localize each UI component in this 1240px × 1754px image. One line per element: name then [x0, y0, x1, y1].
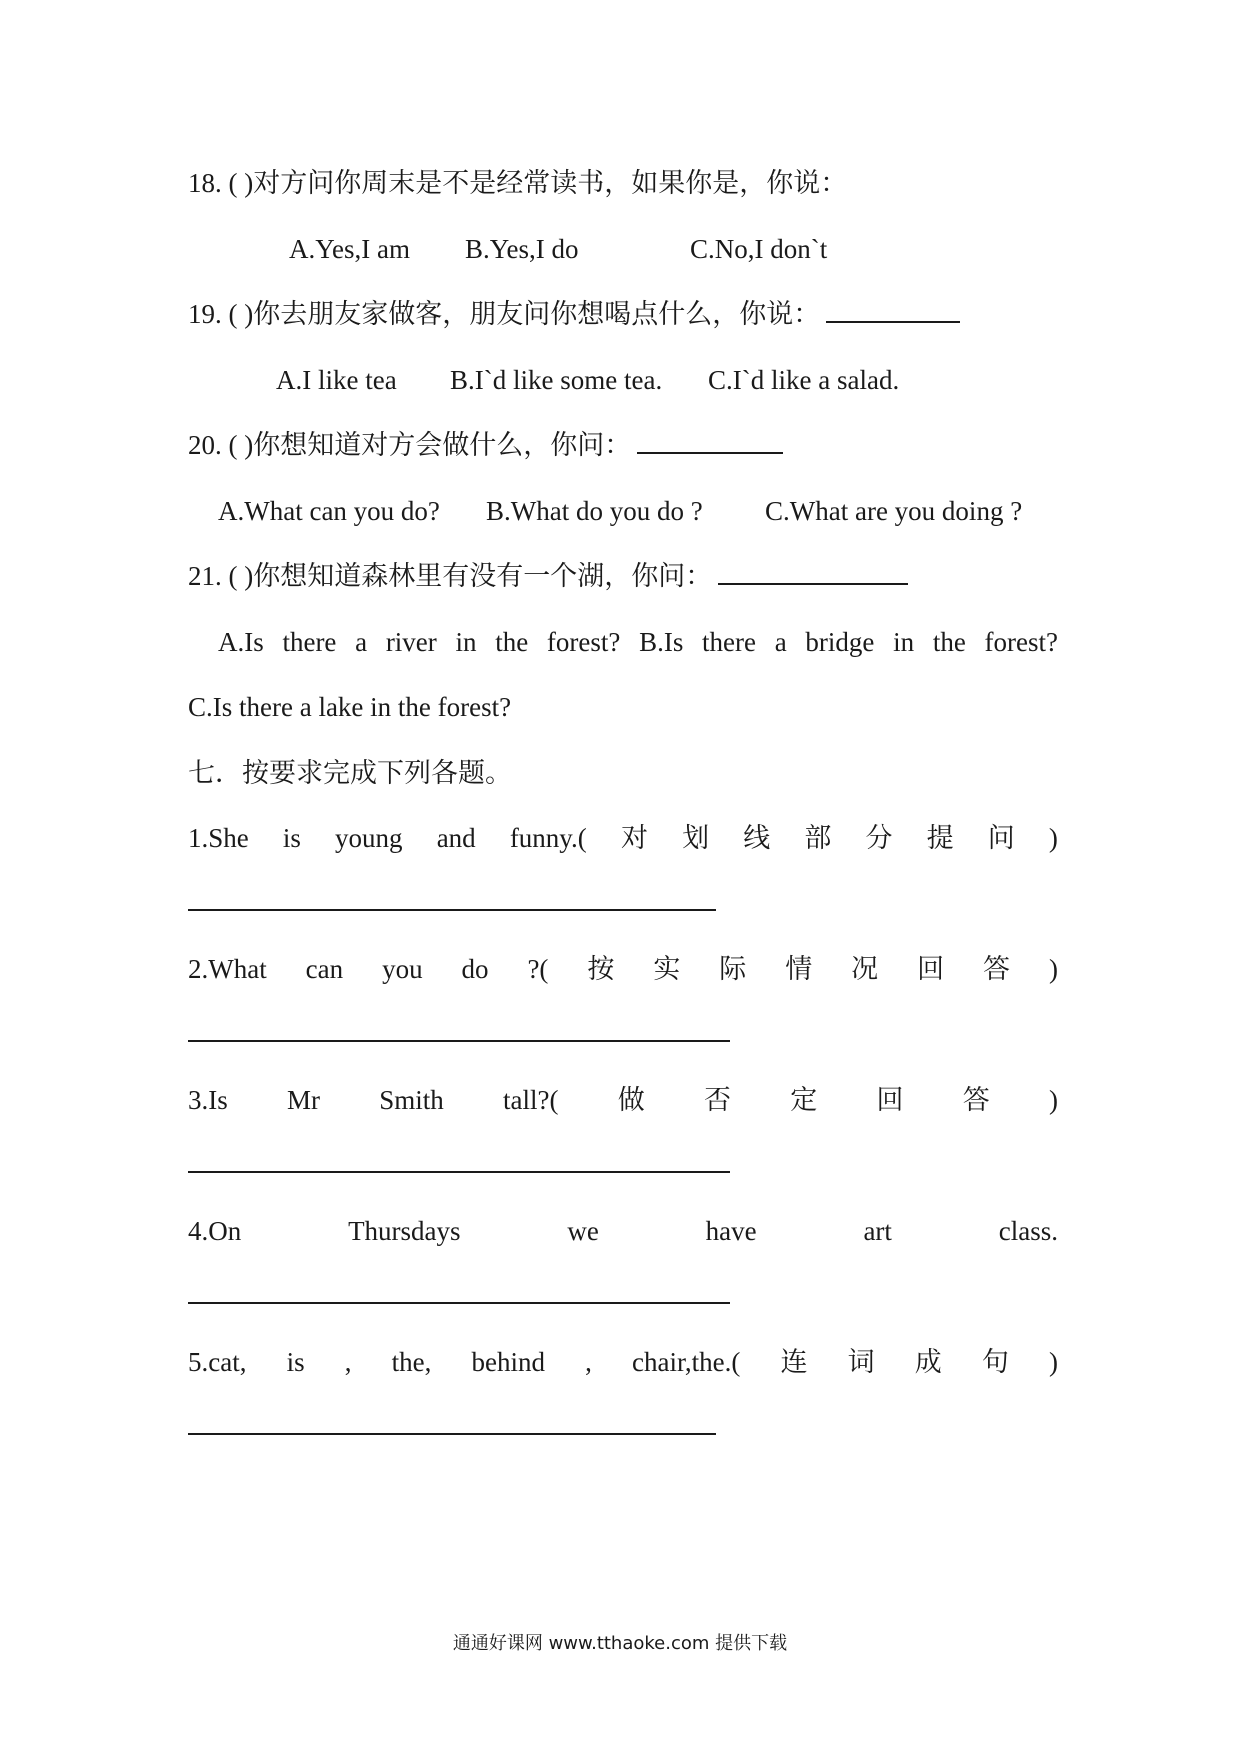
word: 回: [876, 1085, 904, 1115]
word: a: [774, 627, 787, 657]
word: 按: [587, 954, 615, 984]
question-21-text: 21. ( )你想知道森林里有没有一个湖，你问：: [188, 561, 713, 591]
word: 4.On: [188, 1216, 242, 1246]
question-18-option-c: C.No,I don`t: [690, 234, 828, 264]
section-7-question-1: [188, 821, 1058, 855]
word: there: [282, 627, 337, 657]
word: have: [705, 1216, 757, 1246]
word: we: [567, 1216, 599, 1246]
word: and: [436, 823, 476, 853]
word: A.Is: [218, 627, 264, 657]
question-18: [188, 166, 847, 200]
answer-line: [188, 909, 716, 911]
word: ): [1048, 1347, 1058, 1377]
word: 连: [780, 1347, 808, 1377]
word: there: [702, 627, 757, 657]
question-20-option-a: A.What can you do?: [218, 496, 440, 526]
section-7-question-4: [188, 1214, 1058, 1248]
word: ): [1048, 823, 1058, 853]
word: is: [286, 1347, 305, 1377]
word: the,: [391, 1347, 432, 1377]
word: do: [461, 954, 489, 984]
question-19: [188, 297, 960, 331]
word: young: [335, 823, 403, 853]
word: 答: [983, 954, 1010, 984]
word: 提: [926, 823, 954, 853]
word: 问: [987, 823, 1015, 853]
word: 否: [704, 1085, 731, 1115]
question-20-option-b: B.What do you do ?: [486, 496, 703, 526]
word: river: [385, 627, 437, 657]
question-19-option-b: B.I`d like some tea.: [450, 365, 663, 395]
word: tall?(: [503, 1085, 559, 1115]
question-20: [188, 428, 783, 462]
word: 词: [847, 1347, 875, 1377]
answer-blank: [826, 299, 960, 323]
word: 分: [865, 823, 893, 853]
word: 5.cat,: [188, 1347, 247, 1377]
word: B.Is: [639, 627, 684, 657]
word: ?(: [527, 954, 549, 984]
question-19-text: 19. ( )你去朋友家做客，朋友问你想喝点什么，你说：: [188, 299, 821, 329]
word: 定: [790, 1085, 818, 1115]
word: 句: [981, 1347, 1009, 1377]
section-7-question-2: [188, 952, 1058, 986]
word: 答: [962, 1085, 990, 1115]
section-7-question-3: [188, 1083, 1058, 1117]
section-7-heading: 七．按要求完成下列各题。: [188, 758, 512, 788]
question-21-option-c: C.Is there a lake in the forest?: [188, 692, 512, 722]
word: funny.(: [509, 823, 587, 853]
word: can: [305, 954, 344, 984]
question-19-option-c: C.I`d like a salad.: [708, 365, 900, 395]
word: 部: [804, 823, 832, 853]
answer-blank: [718, 561, 908, 585]
word: Smith: [379, 1085, 444, 1115]
question-21-options-ab: [218, 625, 1058, 659]
word: 做: [617, 1085, 645, 1115]
word: 况: [851, 954, 879, 984]
word: is: [282, 823, 301, 853]
word: 线: [743, 823, 771, 853]
answer-blank: [637, 430, 783, 454]
answer-line: [188, 1040, 730, 1042]
question-20-text: 20. ( )你想知道对方会做什么，你问：: [188, 430, 632, 460]
question-20-option-c: C.What are you doing ?: [765, 496, 1023, 526]
word: Mr: [287, 1085, 320, 1115]
word: art: [863, 1216, 892, 1246]
section-7-question-5: [188, 1345, 1058, 1379]
word: forest?: [546, 627, 621, 657]
word: 际: [719, 954, 747, 984]
word: bridge: [805, 627, 875, 657]
word: 3.Is: [188, 1085, 228, 1115]
answer-line: [188, 1433, 716, 1435]
word: ): [1049, 1085, 1058, 1115]
word: 回: [917, 954, 945, 984]
word: in: [893, 627, 915, 657]
word: ,: [585, 1347, 592, 1377]
word: a: [355, 627, 368, 657]
answer-line: [188, 1302, 730, 1304]
question-19-option-a: A.I like tea: [276, 365, 397, 395]
word: 对: [620, 823, 648, 853]
question-18-option-a: A.Yes,I am: [289, 234, 411, 264]
word: 成: [914, 1347, 942, 1377]
word: 2.What: [188, 954, 267, 984]
word: ,: [344, 1347, 352, 1377]
word: the: [495, 627, 529, 657]
word: 划: [682, 823, 710, 853]
word: 情: [785, 954, 813, 984]
word: you: [382, 954, 423, 984]
question-18-option-b: B.Yes,I do: [465, 234, 579, 264]
word: Thursdays: [348, 1216, 461, 1246]
word: class.: [998, 1216, 1058, 1246]
answer-line: [188, 1171, 730, 1173]
question-21: [188, 559, 908, 593]
question-18-text: 18. ( )对方问你周末是不是经常读书，如果你是，你说：: [188, 168, 848, 198]
word: chair,the.(: [632, 1347, 741, 1377]
word: the: [932, 627, 966, 657]
word: 1.She: [188, 823, 249, 853]
word: forest?: [984, 627, 1058, 657]
footer-credit: 通通好课网 www.tthaoke.com 提供下载: [452, 1633, 788, 1654]
word: ): [1048, 954, 1058, 984]
word: in: [455, 627, 477, 657]
word: 实: [653, 954, 681, 984]
word: behind: [471, 1347, 545, 1377]
